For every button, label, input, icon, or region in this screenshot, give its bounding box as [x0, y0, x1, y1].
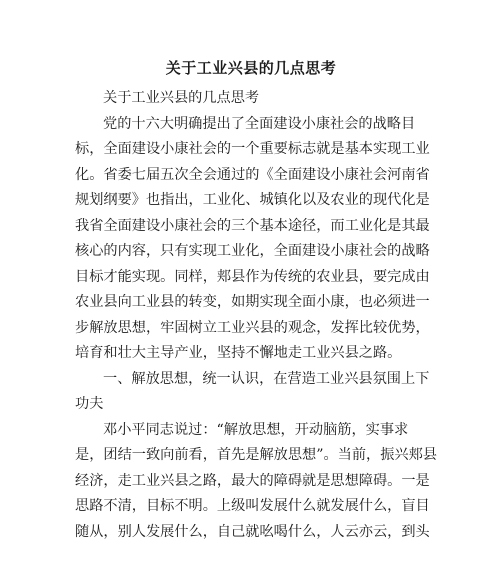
text-line: 随从，别人发展什么，自己就吆喝什么，人云亦云，到头 — [75, 523, 430, 540]
document-title: 关于工业兴县的几点思考 — [165, 59, 337, 77]
document-page — [75, 58, 437, 545]
text-line: 党的十六大明确提出了全面建设小康社会的战略目 — [103, 115, 416, 132]
text-line: 规划纲要》也指出，工业化、城镇化以及农业的现代化是 — [75, 192, 430, 208]
text-line: 功夫 — [75, 396, 104, 412]
text-line: 标，全面建设小康社会的一个重要标志就是基本实现工业 — [75, 141, 430, 157]
text-line: 一、解放思想，统一认识，在营造工业兴县氛围上下 — [103, 370, 430, 387]
text-line: 核心的内容，只有实现工业化，全面建设小康社会的战略 — [75, 243, 430, 259]
text-line: 思路不清，目标不明。上级叫发展什么就发展什么，盲目 — [75, 498, 430, 514]
text-line: 经济，走工业兴县之路，最大的障碍就是思想障碍。一是 — [75, 472, 430, 489]
text-line: 农业县向工业县的转变，如期实现全面小康，也必须进一 — [75, 294, 430, 310]
text-line: 化。省委七届五次全会通过的《全面建设小康社会河南省 — [75, 166, 430, 183]
text-line: 步解放思想，牢固树立工业兴县的观念，发挥比较优势， — [75, 319, 430, 336]
document-subtitle: 关于工业兴县的几点思考 — [103, 90, 260, 106]
text-line: 是，团结一致向前看，首先是解放思想”。当前，振兴郏县 — [75, 447, 437, 463]
text-line: 邓小平同志说过：“解放思想，开动脑筋，实事求 — [103, 421, 409, 438]
document-body — [75, 86, 437, 545]
text-line: 培育和壮大主导产业，坚持不懈地走工业兴县之路。 — [75, 345, 402, 361]
text-line: 我省全面建设小康社会的三个基本途径，而工业化是其最 — [75, 217, 430, 234]
text-line: 目标才能实现。同样，郏县作为传统的农业县，要完成由 — [75, 268, 430, 285]
